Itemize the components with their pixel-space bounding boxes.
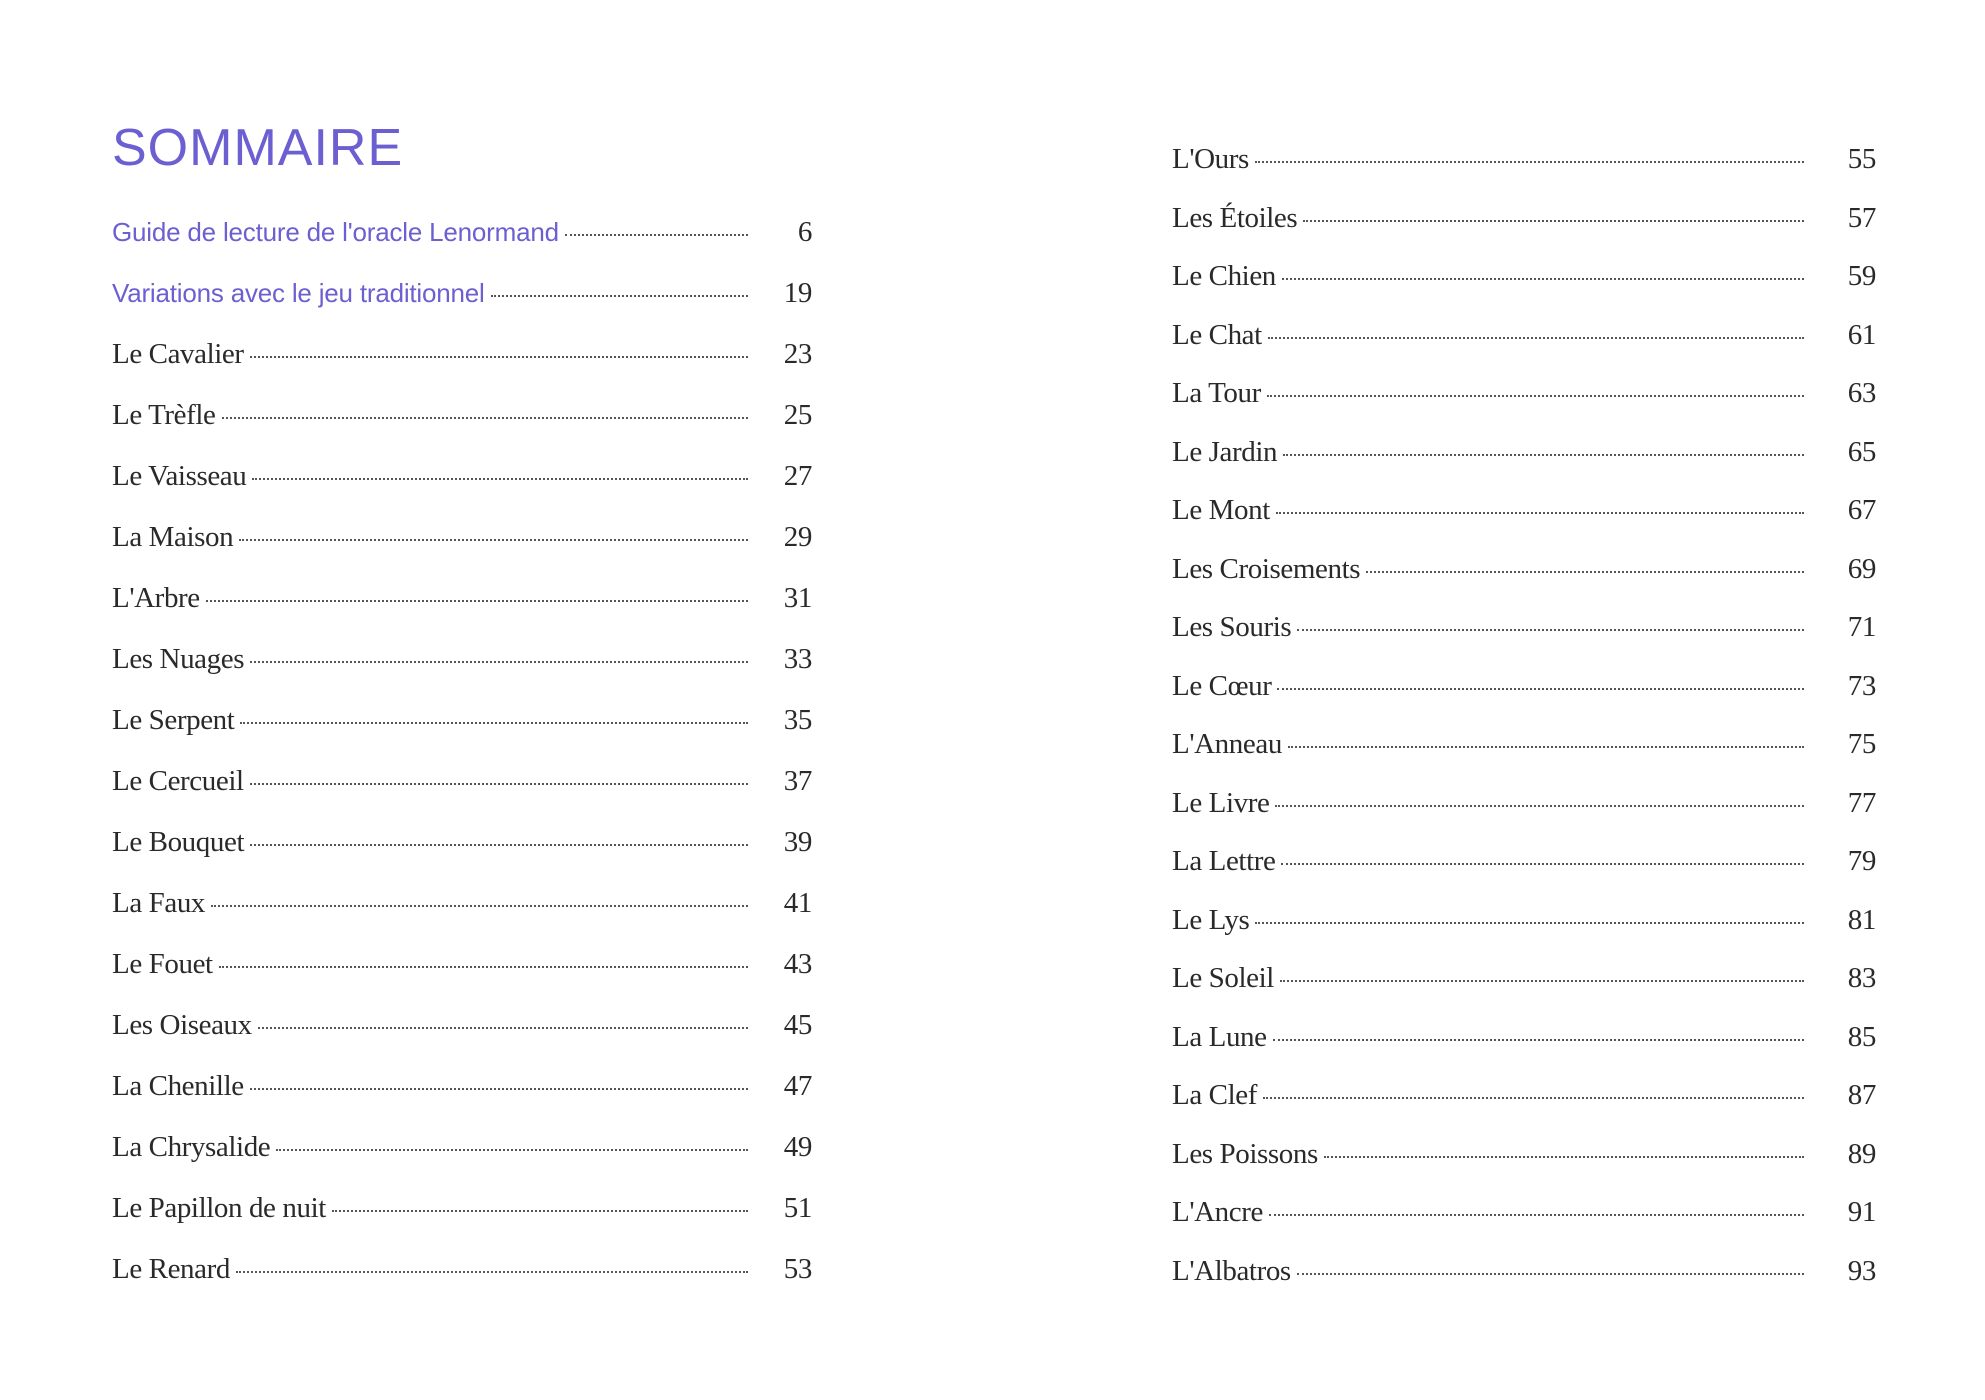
toc-entry[interactable] [112,334,812,395]
toc-entry-label: La Tour [1172,377,1261,409]
toc-entry[interactable] [1172,958,1876,1017]
toc-entry-page-number: 83 [1847,962,1876,994]
toc-entry-page-number: 33 [783,643,812,675]
toc-entry-label: Le Bouquet [112,826,245,858]
dot-leader [1303,220,1804,222]
toc-entry[interactable] [112,944,812,1005]
dot-leader [332,1210,748,1212]
toc-entry-page-number: 55 [1847,143,1876,175]
toc-entry[interactable] [1172,256,1876,315]
toc-entry[interactable] [1172,549,1876,608]
toc-entry-label: Le Cavalier [112,338,244,370]
dot-leader [239,539,748,541]
dot-leader [206,600,748,602]
toc-entry-label: Guide de lecture de l'oracle Lenormand [112,217,559,247]
toc-entry-page-number: 61 [1847,318,1876,351]
toc-entry[interactable] [1172,841,1876,900]
dot-leader [1269,1214,1804,1216]
toc-entry-page-number: 37 [783,765,812,797]
toc-entry[interactable] [112,212,812,273]
toc-entry-page-number: 69 [1847,552,1876,585]
toc-entry[interactable] [1172,1017,1876,1076]
toc-entry[interactable] [112,578,812,639]
toc-entry[interactable] [112,1249,812,1310]
table-of-contents-left [112,212,812,1310]
toc-entry-label: La Lettre [1172,845,1276,877]
toc-entry-label: La Clef [1172,1079,1257,1111]
toc-entry-label: L'Arbre [112,582,200,614]
toc-entry-label: Les Croisements [1172,552,1361,585]
toc-entry-label: Le Serpent [112,704,235,736]
toc-entry-page-number: 89 [1847,1137,1876,1170]
toc-entry[interactable] [112,761,812,822]
dot-leader [250,1088,748,1090]
dot-leader [1280,980,1804,982]
toc-entry-page-number: 93 [1847,1254,1876,1287]
toc-entry-page-number: 73 [1847,669,1876,702]
page-title: SOMMAIRE [112,119,404,177]
toc-entry-page-number: 91 [1847,1196,1876,1228]
toc-entry-label: L'Anneau [1172,728,1282,760]
dot-leader [565,234,748,236]
dot-leader [1275,805,1804,807]
toc-entry-label: L'Ours [1172,143,1249,175]
dot-leader [1255,161,1804,163]
toc-entry[interactable] [112,273,812,334]
toc-entry[interactable] [112,1127,812,1188]
toc-entry-label: Le Vaisseau [112,460,247,492]
toc-entry[interactable] [1172,1134,1876,1193]
toc-entry-label: Le Chien [1172,260,1276,292]
toc-entry-label: La Chenille [112,1070,244,1102]
dot-leader [211,905,748,907]
toc-entry-page-number: 25 [783,399,812,431]
toc-entry[interactable] [1172,139,1876,198]
toc-entry-label: Le Trèfle [112,399,216,431]
toc-entry-label: L'Ancre [1172,1196,1263,1228]
toc-entry-label: Le Papillon de nuit [112,1192,326,1224]
dot-leader [1297,1273,1804,1275]
toc-entry-page-number: 41 [783,887,812,919]
toc-entry-page-number: 79 [1847,845,1876,877]
toc-entry[interactable] [1172,666,1876,725]
toc-entry[interactable] [1172,900,1876,959]
toc-entry-label: Les Oiseaux [112,1009,252,1041]
toc-entry-page-number: 87 [1847,1079,1876,1111]
toc-entry-page-number: 63 [1847,377,1876,409]
toc-entry-page-number: 49 [783,1131,812,1163]
toc-entry[interactable] [1172,1251,1876,1310]
toc-entry[interactable] [1172,432,1876,491]
toc-entry[interactable] [1172,315,1876,374]
toc-entry-page-number: 67 [1847,494,1876,526]
toc-entry[interactable] [1172,1075,1876,1134]
toc-entry-page-number: 65 [1847,435,1876,468]
toc-entry-page-number: 29 [783,521,812,553]
toc-entry-label: Le Mont [1172,494,1270,526]
toc-entry-label: Le Jardin [1172,435,1278,468]
dot-leader [250,844,748,846]
toc-entry-page-number: 45 [783,1009,812,1041]
toc-entry-label: Le Lys [1172,903,1250,936]
toc-entry-label: Les Étoiles [1172,201,1298,234]
toc-entry-page-number: 47 [783,1070,812,1102]
dot-leader [1281,863,1804,865]
dot-leader [1324,1156,1804,1158]
toc-entry-page-number: 77 [1847,786,1876,819]
toc-entry-page-number: 43 [783,948,812,980]
toc-entry-label: La Lune [1172,1020,1267,1053]
toc-entry-label: Le Fouet [112,948,213,980]
toc-entry-label: Le Cercueil [112,765,244,797]
dot-leader [1268,337,1804,339]
toc-entry[interactable] [1172,607,1876,666]
toc-entry-page-number: 35 [783,704,812,736]
dot-leader [236,1271,748,1273]
dot-leader [1255,922,1804,924]
toc-entry[interactable] [112,1188,812,1249]
toc-entry-label: La Chrysalide [112,1131,271,1163]
toc-entry[interactable] [112,517,812,578]
dot-leader [222,417,748,419]
toc-entry-label: Le Chat [1172,318,1262,351]
toc-entry-label: Les Poissons [1172,1137,1318,1170]
toc-entry-page-number: 57 [1847,201,1876,234]
toc-entry[interactable] [112,395,812,456]
dot-leader [1267,395,1804,397]
dot-leader [1366,571,1804,573]
dot-leader [1297,629,1804,631]
toc-entry-page-number: 71 [1847,611,1876,643]
toc-entry-label: Le Soleil [1172,962,1274,994]
toc-entry-page-number: 23 [783,338,812,370]
toc-entry-page-number: 53 [783,1253,812,1285]
toc-entry-page-number: 19 [783,277,812,309]
dot-leader [491,295,748,297]
toc-entry-label: L'Albatros [1172,1254,1291,1287]
dot-leader [1282,278,1804,280]
dot-leader [250,783,748,785]
toc-entry-label: Le Cœur [1172,669,1272,702]
toc-entry-page-number: 31 [783,582,812,614]
toc-entry[interactable] [112,1005,812,1066]
toc-entry-page-number: 81 [1847,903,1876,936]
toc-entry[interactable] [112,639,812,700]
toc-entry-label: La Maison [112,521,234,553]
toc-entry-label: Variations avec le jeu traditionnel [112,278,485,308]
dot-leader [276,1149,748,1151]
dot-leader [1288,746,1804,748]
dot-leader [1276,512,1804,514]
toc-entry-label: La Faux [112,887,206,919]
toc-entry-label: Les Nuages [112,643,245,675]
toc-entry[interactable] [1172,490,1876,549]
toc-entry-label: Le Renard [112,1253,230,1285]
toc-entry-label: Le Livre [1172,786,1270,819]
toc-entry-page-number: 27 [783,460,812,492]
toc-entry-page-number: 85 [1847,1020,1876,1053]
toc-entry-page-number: 75 [1847,728,1876,760]
toc-entry-page-number: 59 [1847,260,1876,292]
toc-entry[interactable] [1172,198,1876,257]
toc-entry[interactable] [112,456,812,517]
toc-entry[interactable] [1172,783,1876,842]
toc-entry[interactable] [1172,1192,1876,1251]
toc-entry[interactable] [112,1066,812,1127]
toc-entry-page-number: 6 [797,216,812,248]
toc-entry[interactable] [112,700,812,761]
dot-leader [1273,1039,1804,1041]
toc-entry[interactable] [112,822,812,883]
dot-leader [250,661,748,663]
dot-leader [250,356,748,358]
dot-leader [1277,688,1804,690]
dot-leader [1263,1097,1804,1099]
toc-entry-page-number: 39 [783,826,812,858]
toc-entry-label: Les Souris [1172,611,1292,643]
toc-entry[interactable] [1172,373,1876,432]
dot-leader [252,478,748,480]
table-of-contents-right [1172,139,1876,1309]
toc-entry-page-number: 51 [783,1192,812,1224]
dot-leader [240,722,748,724]
toc-entry[interactable] [112,883,812,944]
dot-leader [219,966,748,968]
dot-leader [258,1027,748,1029]
toc-entry[interactable] [1172,724,1876,783]
dot-leader [1283,454,1804,456]
